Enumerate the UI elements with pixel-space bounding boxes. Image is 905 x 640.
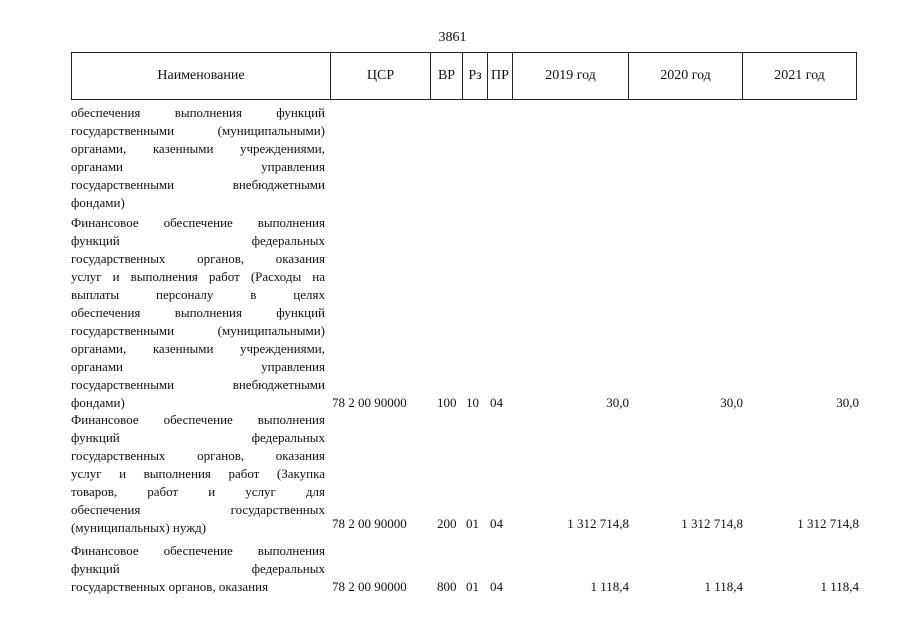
header-2020: 2020 год xyxy=(629,53,743,99)
header-2021: 2021 год xyxy=(774,68,825,83)
cell-vr: 100 xyxy=(437,395,457,410)
table-header xyxy=(71,52,857,100)
cell-2019: 1 118,4 xyxy=(590,579,629,594)
cell-rz: 10 xyxy=(466,395,479,410)
name-line: выплаты персоналу в целях xyxy=(71,287,325,302)
cell-vr: 200 xyxy=(437,516,457,531)
cell-2021: 1 118,4 xyxy=(820,579,859,594)
row-name xyxy=(71,214,325,412)
name-line: органами управления xyxy=(71,359,325,374)
cell-csr: 78 2 00 90000 xyxy=(332,516,407,531)
cell-vr: 800 xyxy=(437,579,457,594)
cell-csr: 78 2 00 90000 xyxy=(332,395,407,410)
name-line: государственными (муниципальными) xyxy=(71,323,325,338)
row-name xyxy=(71,411,325,537)
cell-2020: 1 312 714,8 xyxy=(681,516,743,531)
name-line: обеспечения государственных xyxy=(71,502,325,517)
name-line: органами, казенными учреждениями, xyxy=(71,141,325,156)
name-line: фондами) xyxy=(71,195,125,210)
cell-2019: 30,0 xyxy=(606,395,629,410)
name-line: функций федеральных xyxy=(71,233,325,248)
cell-2021: 1 312 714,8 xyxy=(797,516,859,531)
name-line: услуг и выполнения работ (Закупка xyxy=(71,466,325,481)
cell-pr: 04 xyxy=(490,516,503,531)
name-line: функций федеральных xyxy=(71,430,325,445)
header-vr: ВР xyxy=(431,53,463,99)
name-line: (муниципальных) нужд) xyxy=(71,520,207,535)
cell-rz: 01 xyxy=(466,579,479,594)
name-line: обеспечения выполнения функций xyxy=(71,305,325,320)
name-line: обеспечения выполнения функций xyxy=(71,105,325,120)
page-number: 3861 xyxy=(438,30,467,45)
header-csr: ЦСР xyxy=(331,53,431,99)
name-line: товаров, работ и услуг для xyxy=(71,484,325,499)
cell-pr: 04 xyxy=(490,395,503,410)
cell-2019: 1 312 714,8 xyxy=(567,516,629,531)
row-name xyxy=(71,104,325,212)
name-line: государственными (муниципальными) xyxy=(71,123,325,138)
cell-2020: 1 118,4 xyxy=(704,579,743,594)
header-pr: ПР xyxy=(488,53,513,99)
name-line: Финансовое обеспечение выполнения xyxy=(71,215,325,230)
header-2019: 2019 год xyxy=(513,53,629,99)
header-rz: Рз xyxy=(463,53,488,99)
name-line: фондами) xyxy=(71,395,125,410)
header-name: Наименование xyxy=(72,53,331,99)
name-line: Финансовое обеспечение выполнения xyxy=(71,543,325,558)
name-line: государственных органов, оказания xyxy=(71,251,325,266)
row-name xyxy=(71,542,325,596)
name-line: государственных органов, оказания xyxy=(71,448,325,463)
name-line: государственными внебюджетными xyxy=(71,177,325,192)
cell-2021: 30,0 xyxy=(836,395,859,410)
name-line: органами, казенными учреждениями, xyxy=(71,341,325,356)
name-line: государственных органов, оказания xyxy=(71,579,269,594)
name-line: органами управления xyxy=(71,159,325,174)
cell-csr: 78 2 00 90000 xyxy=(332,579,407,594)
name-line: Финансовое обеспечение выполнения xyxy=(71,412,325,427)
cell-pr: 04 xyxy=(490,579,503,594)
cell-2020: 30,0 xyxy=(720,395,743,410)
name-line: государственными внебюджетными xyxy=(71,377,325,392)
name-line: функций федеральных xyxy=(71,561,325,576)
name-line: услуг и выполнения работ (Расходы на xyxy=(71,269,325,284)
cell-rz: 01 xyxy=(466,516,479,531)
